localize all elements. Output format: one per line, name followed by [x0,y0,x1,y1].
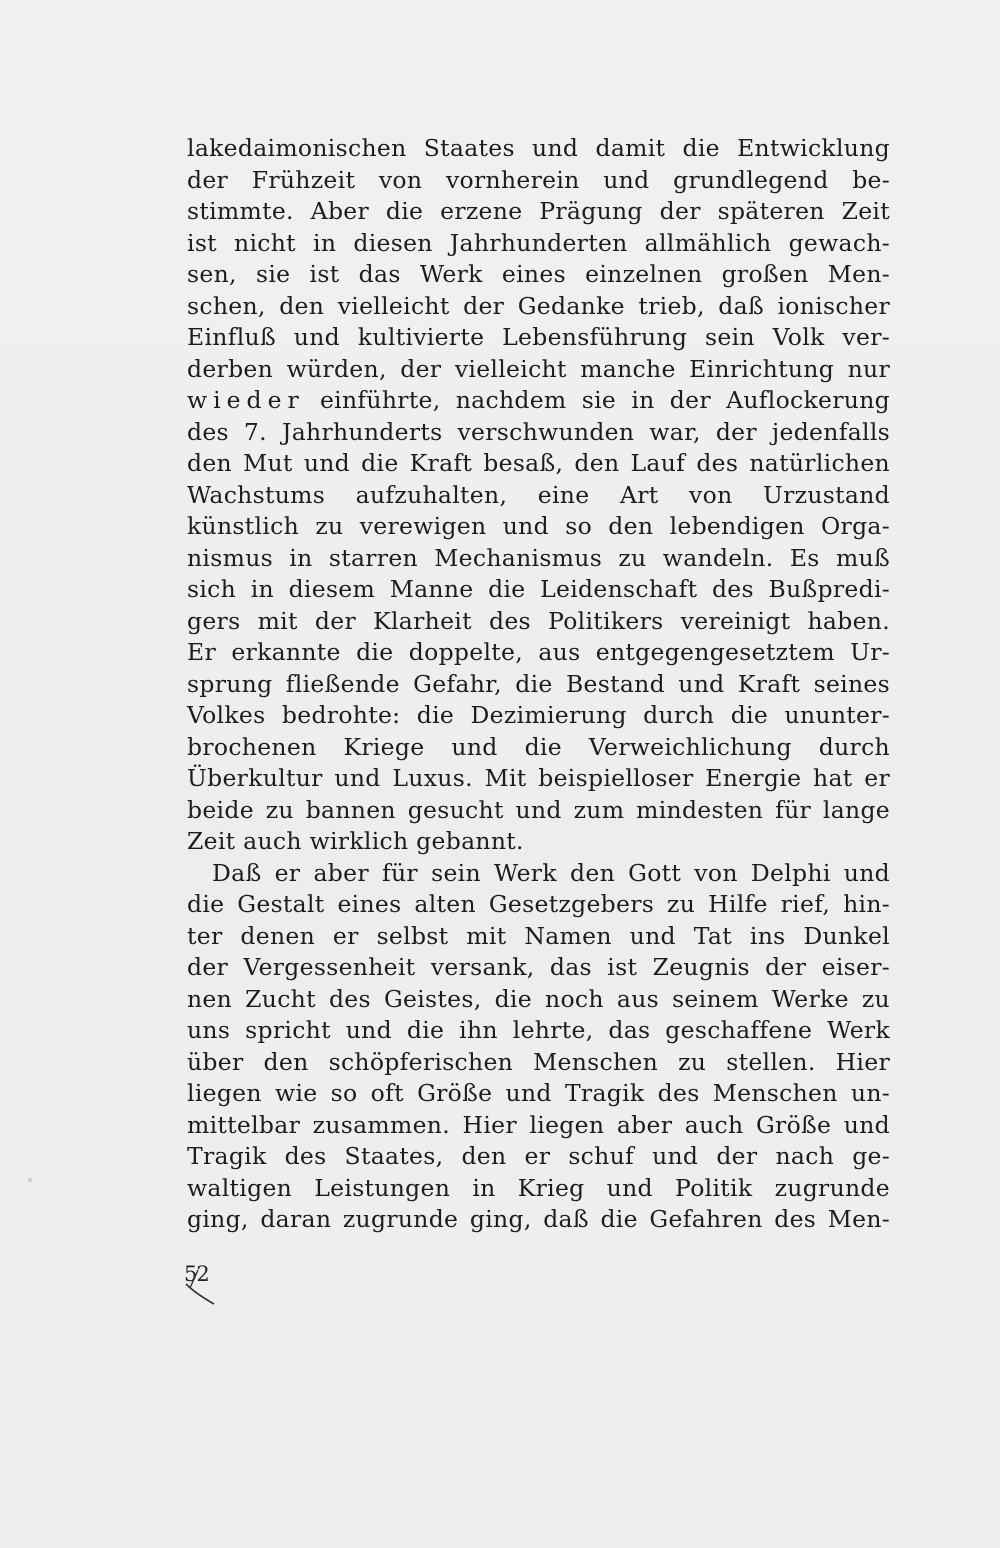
paragraph-last-line: Zeit auch wirklich gebannt. [187,827,524,855]
text-line: des 7. Jahrhunderts verschwunden war, der jedenfalls [187,417,890,446]
body-text [187,133,890,1236]
page-number-text: 52 [184,1262,209,1286]
text-line: ging, daran zugrunde ging, daß die Gefahren des Men- [187,1205,890,1233]
text-line: gers mit der Klarheit des Politikers vereinigt haben. [187,606,890,635]
paragraph-first-line: Daß er aber für sein Werk den Gott von Delphi und [212,858,890,887]
text-line-emphasis [187,385,890,417]
text-line: ist nicht in diesen Jahrhunderten allmählich gewach- [187,228,890,257]
text-line: Einfluß und kultivierte Lebensführung sein Volk ver- [187,323,890,351]
text-line: uns spricht und die ihn lehrte, das geschaffene Werk [187,1016,890,1044]
spaced-emphasis-word: wieder [187,386,305,414]
text-line: mittelbar zusammen. Hier liegen aber auch Größe und [187,1110,890,1139]
text-line: lakedaimonischen Staates und damit die Entwicklung [187,134,890,162]
text-line: sen, sie ist das Werk eines einzelnen großen Men- [187,260,890,288]
text-line: den Mut und die Kraft besaß, den Lauf des natürlichen [187,449,890,477]
text-line: derben würden, der vielleicht manche Einrichtung nur [187,354,890,383]
text-line: waltigen Leistungen in Krieg und Politik zugrunde [187,1173,890,1202]
text-line: die Gestalt eines alten Gesetzgebers zu Hilfe rief, hin- [187,890,890,918]
text-line: brochenen Kriege und die Verweichlichung durch [187,732,890,761]
text-line: der Frühzeit von vornherein und grundlegend be- [187,165,890,194]
text-line: beide zu bannen gesucht und zum mindesten für lange [187,795,890,824]
text-line: über den schöpferischen Menschen zu stellen. Hier [187,1047,890,1076]
text-line-rest: einführte, nachdem sie in der Auflockerung [319,386,890,414]
text-line: schen, den vielleicht der Gedanke trieb, daß ionischer [187,291,890,320]
text-line: künstlich zu verewigen und so den lebendigen Orga- [187,512,890,540]
text-line: ter denen er selbst mit Namen und Tat ins Dunkel [187,921,890,950]
text-line: nen Zucht des Geistes, die noch aus seinem Werke zu [187,984,890,1013]
page-number [180,1262,240,1312]
pencil-mark-icon [180,1262,240,1312]
text-line: liegen wie so oft Größe und Tragik des Menschen un- [187,1079,890,1107]
text-line: Er erkannte die doppelte, aus entgegengesetztem Ur- [187,638,890,666]
text-line: Volkes bedrohte: die Dezimierung durch die ununter- [187,701,890,729]
text-line: Überkultur und Luxus. Mit beispielloser Energie hat er [187,764,890,792]
text-line: Wachstums aufzuhalten, eine Art von Urzustand [187,480,890,509]
text-line: der Vergessenheit versank, das ist Zeugnis der eiser- [187,953,890,981]
text-line: nismus in starren Mechanismus zu wandeln. Es muß [187,543,890,572]
text-line: Tragik des Staates, den er schuf und der nach ge- [187,1142,890,1170]
text-line: sprung fließende Gefahr, die Bestand und Kraft seines [187,669,890,698]
text-line: stimmte. Aber die erzene Prägung der späteren Zeit [187,197,890,225]
text-line: sich in diesem Manne die Leidenschaft des Bußpredi- [187,575,890,603]
paper-speck [28,1178,32,1182]
